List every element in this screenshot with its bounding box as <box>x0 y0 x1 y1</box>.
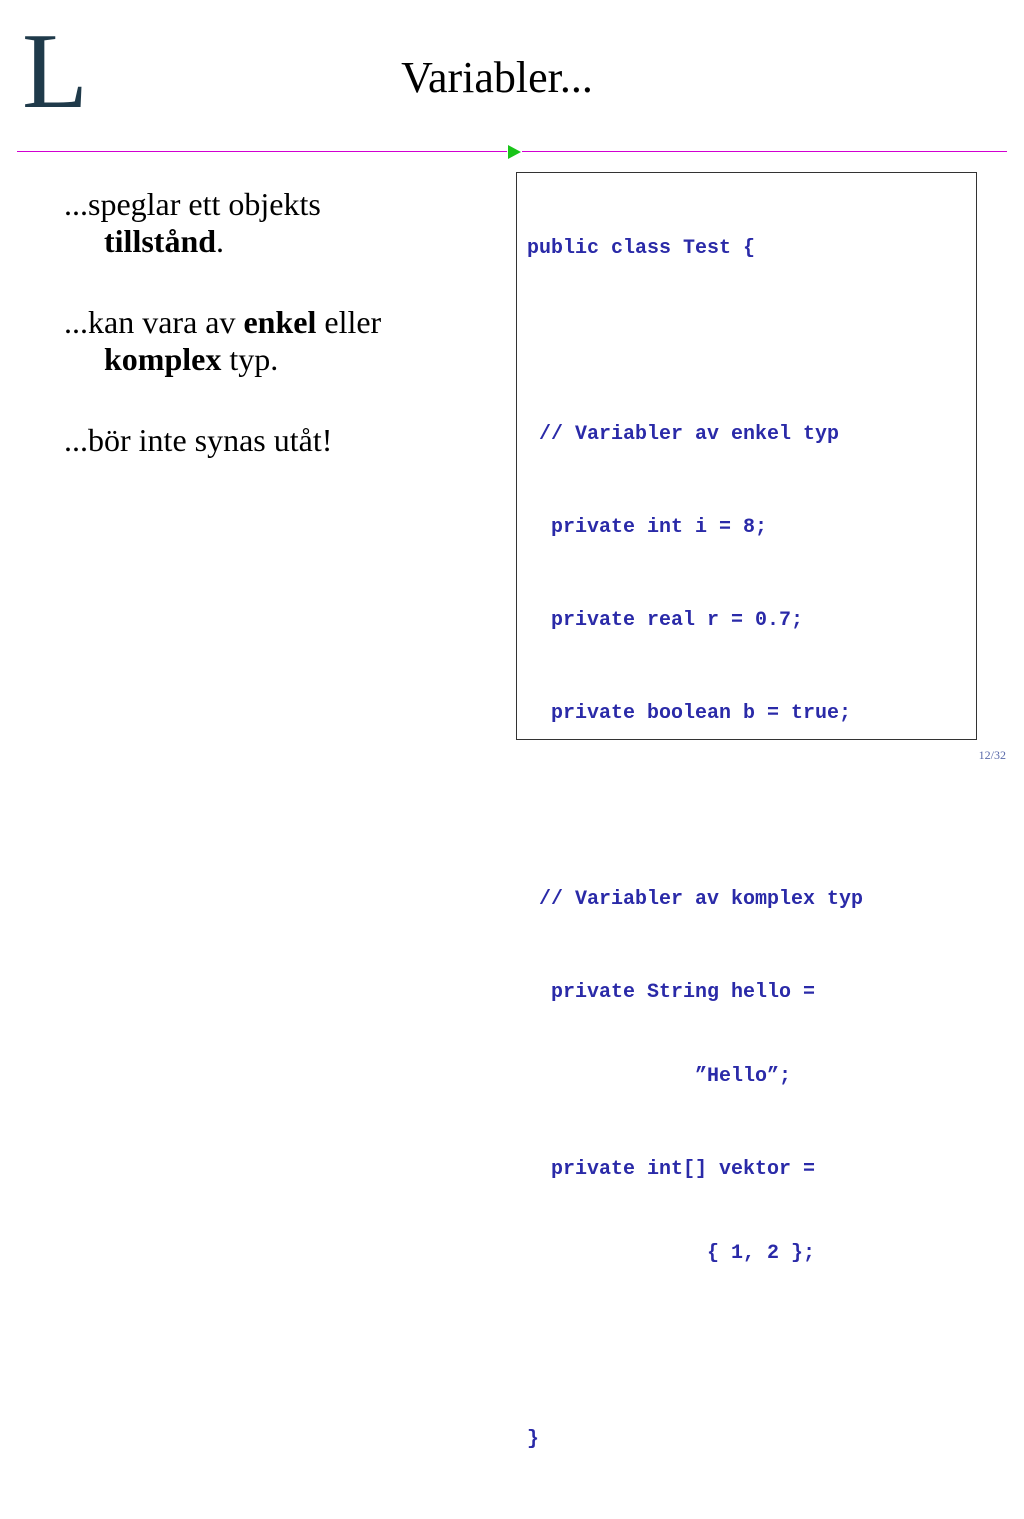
bold-term: tillstånd <box>104 223 217 259</box>
code-line: // Variabler av enkel typ <box>527 423 840 446</box>
code-line: private String hello = <box>527 981 816 1004</box>
code-line: private boolean b = true; <box>527 702 852 725</box>
bold-term: komplex <box>104 341 222 377</box>
code-line: { 1, 2 }; <box>527 1242 816 1265</box>
code-line: } <box>527 1428 540 1451</box>
slide-title: Variabler... <box>401 53 593 102</box>
code-line: private int i = 8; <box>527 516 768 539</box>
bullet-list <box>64 186 494 503</box>
logo: L <box>22 12 88 131</box>
code-line <box>527 1333 863 1370</box>
play-arrow-icon[interactable] <box>508 145 521 159</box>
code-line <box>527 328 863 365</box>
code-line <box>527 793 863 830</box>
bullet-item: ...speglar ett objekts tillstånd. <box>64 186 321 259</box>
code-box <box>516 172 977 1451</box>
code-listing <box>527 179 863 1519</box>
divider-left <box>17 151 507 152</box>
bold-term: enkel <box>243 304 317 340</box>
code-line: private int[] vektor = <box>527 1158 816 1181</box>
divider-right <box>522 151 1007 152</box>
bullet-item: ...bör inte synas utåt! <box>64 422 333 458</box>
code-line: // Variabler av komplex typ <box>527 888 864 911</box>
code-line: public class Test { <box>527 237 756 260</box>
code-line: private real r = 0.7; <box>527 609 804 632</box>
code-line: ”Hello”; <box>527 1065 792 1088</box>
bullet-item: ...kan vara av enkel eller komplex typ. <box>64 304 382 377</box>
page-number: 12/32 <box>978 748 1006 762</box>
